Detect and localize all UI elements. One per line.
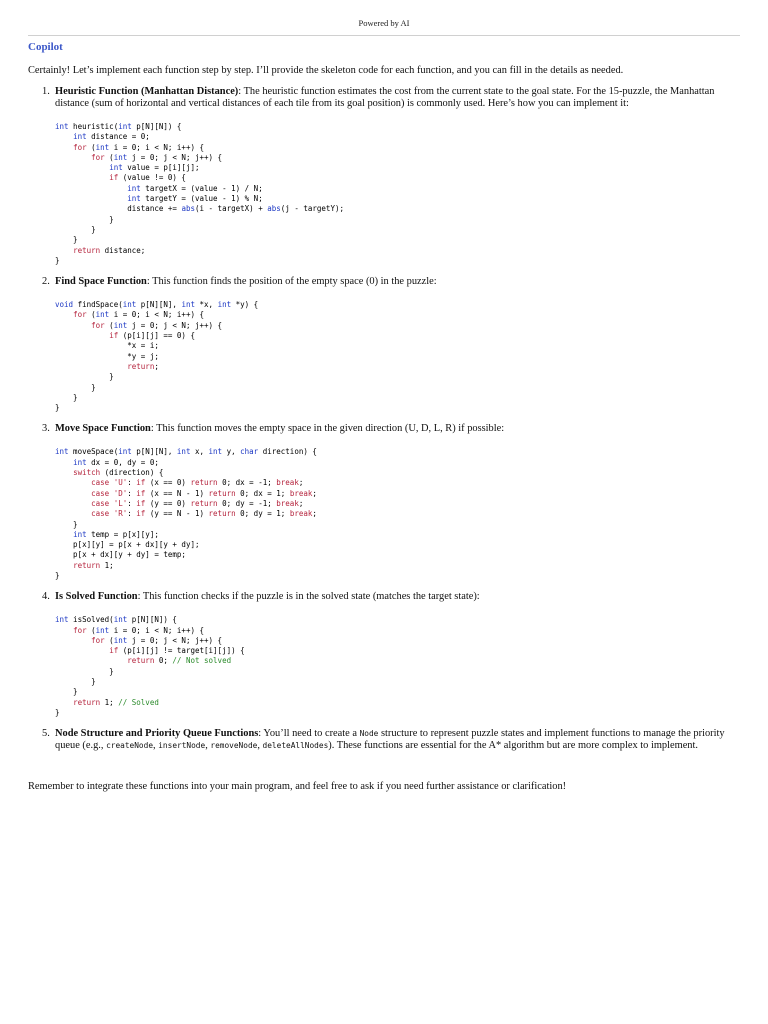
step-description: : This function checks if the puzzle is in the solved state (matches the target state):	[137, 591, 480, 603]
inline-code: deleteAllNodes	[262, 741, 329, 751]
step-number: 2.	[42, 276, 50, 288]
closing-paragraph: Remember to integrate these functions into your main program, and feel free to ask if you need further assistance or clarification!	[28, 781, 567, 792]
step-text	[55, 423, 740, 435]
code-block: void findSpace(int p[N][N], int *x, int *y) { for (int i = 0; i < N; i++) { for (int j = 0; j < N; j++) { if (p[i][j] == 0) { *x = i; *y = j; return; } } } }	[55, 300, 259, 413]
code-block: int isSolved(int p[N][N]) { for (int i = 0; i < N; i++) { for (int j = 0; j < N; j++) { if (p[i][j] != target[i][j]) { return 0; // Not solved } } } return 1; // Solved }	[55, 615, 245, 717]
step-item	[28, 276, 740, 413]
step-text	[55, 591, 740, 603]
code-block: int moveSpace(int p[N][N], int x, int y, char direction) { int dx = 0, dy = 0; switch (direction) { case 'U': if (x == 0) return 0; dx = -1; break; case 'D': if (x == N - 1) return 0; dx = 1; break; case 'L': if (y == 0) return 0; dy = -1; break; case 'R': if (y == N - 1) return 0; dy = 1; break; } int temp = p[x][y]; p[x][y] = p[x + dx][y + dy]; p[x + dx][y + dy] = temp; return 1; }	[55, 447, 317, 580]
step-item	[28, 86, 740, 266]
assistant-name: Copilot	[28, 41, 63, 53]
prose-fragment: structure to represent puzzle states and implement functions to manage the priority queue (e.g.,	[55, 728, 725, 752]
step-item	[28, 728, 740, 752]
step-description: : This function finds the position of the empty space (0) in the puzzle:	[146, 276, 437, 288]
step-title: Heuristic Function (Manhattan Distance)	[55, 86, 239, 97]
step-title: Move Space Function	[55, 423, 151, 435]
step-item	[28, 591, 740, 718]
inline-code: createNode	[106, 741, 154, 751]
step-number: 1.	[42, 86, 50, 97]
step-item	[28, 423, 740, 581]
powered-by-header: Powered by AI	[28, 18, 740, 36]
prose-fragment: ). These functions are essential for the A* algorithm but are more complex to implement.	[328, 740, 698, 752]
step-text	[55, 728, 740, 752]
step-description: : This function moves the empty space in the given direction (U, D, L, R) if possible:	[150, 423, 505, 435]
prose-fragment: ,	[257, 740, 263, 752]
steps-list	[28, 86, 740, 762]
step-number: 3.	[42, 423, 50, 435]
step-text	[55, 276, 740, 288]
step-title: Is Solved Function	[55, 591, 138, 603]
step-title: Find Space Function	[55, 276, 147, 288]
prose-fragment: ,	[205, 740, 211, 752]
inline-code: Node	[359, 729, 379, 739]
inline-code: insertNode	[158, 741, 206, 751]
step-text	[55, 86, 740, 110]
inline-code: removeNode	[210, 741, 258, 751]
code-block: int heuristic(int p[N][N]) { int distance = 0; for (int i = 0; i < N; i++) { for (int j = 0; j < N; j++) { int value = p[i][j]; if (value != 0) { int targetX = (value - 1) / N; int targetY = (value - 1) % N; distance += abs(i - targetX) + abs(j - targetY); } } } return distance; }	[55, 122, 344, 265]
intro-paragraph: Certainly! Let’s implement each function step by step. I’ll provide the skeleton code for each function, and you can fill in the details as needed.	[28, 65, 624, 76]
prose-fragment: : You’ll need to create a	[258, 728, 360, 740]
step-description: : The heuristic function estimates the cost from the current state to the goal state. For the 15-puzzle, the Manhattan distance (sum of horizontal and vertical distances of each tile from its goal position) is commonly used. Here’s how you can implement it:	[55, 86, 715, 109]
prose-fragment: ,	[153, 740, 159, 752]
step-number: 5.	[42, 728, 50, 740]
step-number: 4.	[42, 591, 50, 603]
step-title: Node Structure and Priority Queue Functions	[55, 728, 259, 740]
